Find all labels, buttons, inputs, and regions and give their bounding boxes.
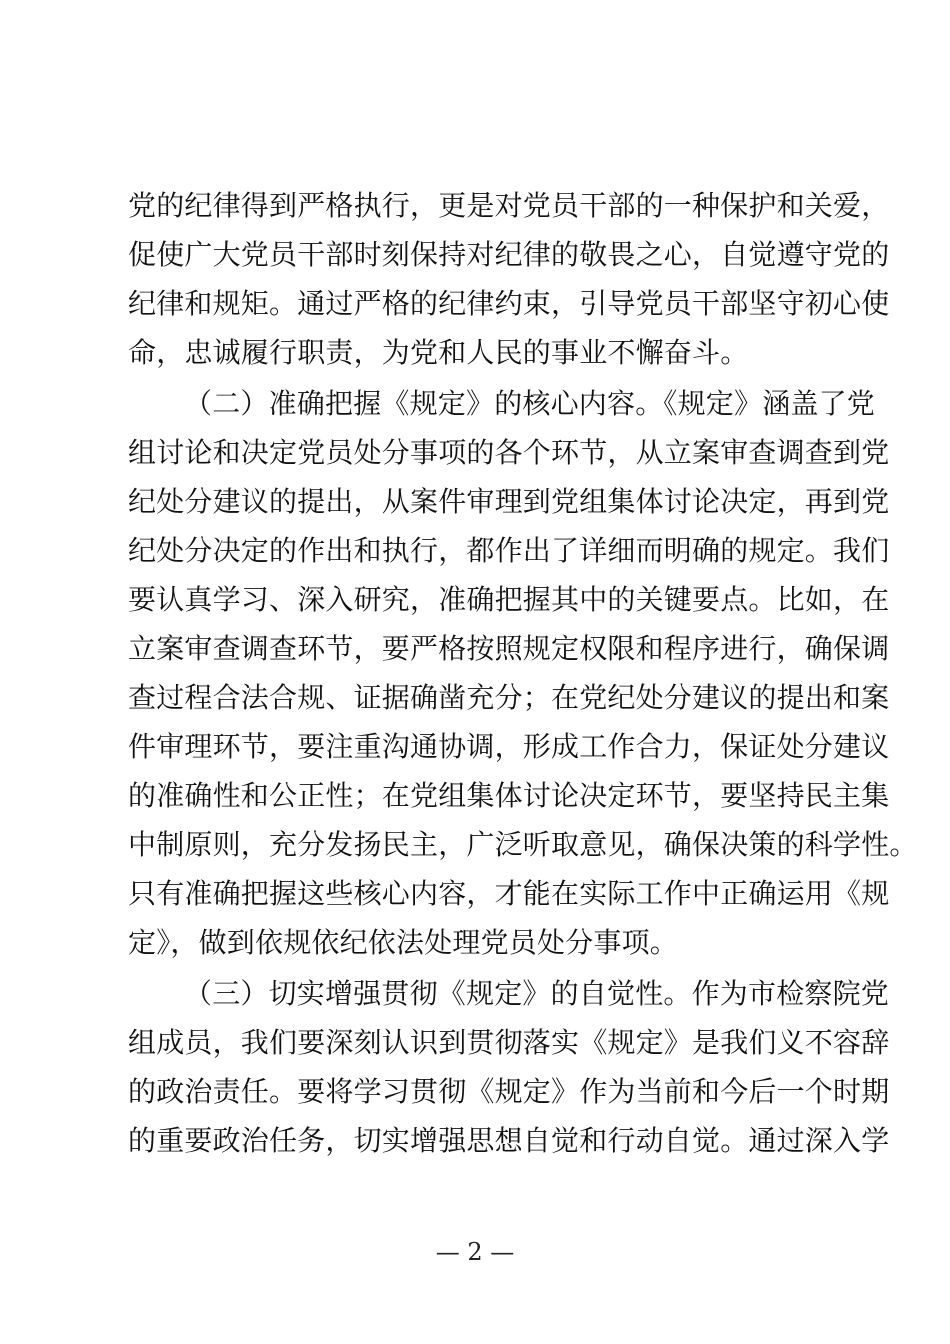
text-line: 的政治责任。要将学习贯彻《规定》作为当前和今后一个时期 (128, 1075, 890, 1108)
text-line: 定》，做到依规依纪依法处理党员处分事项。 (128, 926, 679, 959)
text-line: 件审理环节，要注重沟通协调，形成工作合力，保证处分建议 (128, 730, 890, 763)
text-line: 只有准确把握这些核心内容，才能在实际工作中正确运用《规 (128, 877, 890, 910)
text-line: 组讨论和决定党员处分事项的各个环节，从立案审查调查到党 (128, 436, 890, 469)
text-line: 纪律和规矩。通过严格的纪律约束，引导党员干部坚守初心使 (128, 287, 890, 320)
text-line: 中制原则，充分发扬民主，广泛听取意见，确保决策的科学性。 (128, 828, 918, 861)
text-line: 组成员，我们要深刻认识到贯彻落实《规定》是我们义不容辞 (128, 1026, 890, 1059)
text-line: 纪处分建议的提出，从案件审理到党组集体讨论决定，再到党 (128, 485, 890, 518)
text-line: 纪处分决定的作出和执行，都作出了详细而明确的规定。我们 (128, 534, 890, 567)
text-line: 要认真学习、深入研究，准确把握其中的关键要点。比如，在 (128, 583, 890, 616)
text-line: 的重要政治任务，切实增强思想自觉和行动自觉。通过深入学 (128, 1124, 890, 1157)
section-heading-2: （二）准确把握《规定》的核心内容。《规定》涵盖了党 (184, 387, 876, 420)
text-line: 的准确性和公正性；在党组集体讨论决定环节，要坚持民主集 (128, 779, 890, 812)
text-line: 立案审查调查环节，要严格按照规定权限和程序进行，确保调 (128, 632, 890, 665)
text-line: 命，忠诚履行职责，为党和人民的事业不懈奋斗。 (128, 336, 749, 369)
text-line: 促使广大党员干部时刻保持对纪律的敬畏之心，自觉遵守党的 (128, 238, 890, 271)
section-heading-3: （三）切实增强贯彻《规定》的自觉性。作为市检察院党 (184, 977, 890, 1010)
text-line: 党的纪律得到严格执行，更是对党员干部的一种保护和关爱， (128, 189, 890, 222)
page-number: — 2 — (435, 1238, 515, 1266)
text-line: 查过程合法合规、证据确凿充分；在党纪处分建议的提出和案 (128, 681, 890, 714)
